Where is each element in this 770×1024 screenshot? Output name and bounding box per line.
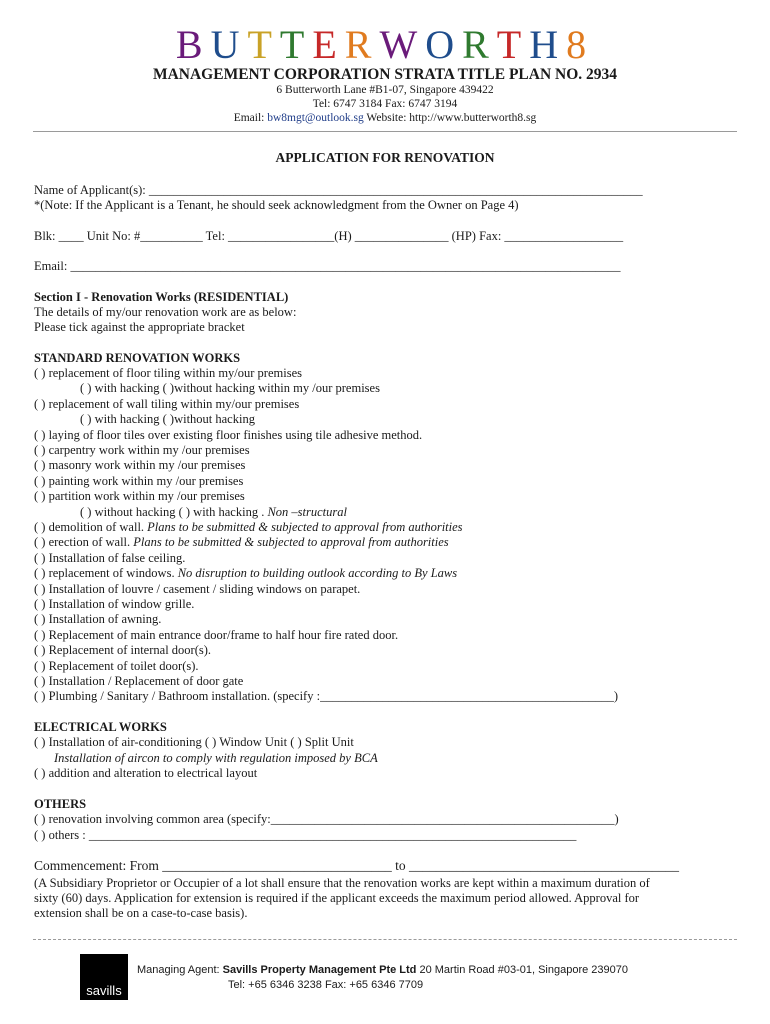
- option-label: ( ) Installation of louvre / casement / sliding windows on parapet.: [34, 581, 361, 596]
- option-label: ( ) demolition of wall.: [34, 520, 148, 534]
- standard-works-title: STANDARD RENOVATION WORKS: [34, 351, 241, 365]
- logo-letter: B: [175, 22, 211, 67]
- renovation-option[interactable]: [80, 381, 380, 396]
- aircon-note: Installation of aircon to comply with regulation imposed by BCA: [54, 751, 378, 765]
- renovation-option[interactable]: [34, 643, 211, 658]
- duration-note-3: extension shall be on a case-to-case basis).: [34, 906, 248, 920]
- website-text: Website: http://www.butterworth8.sg: [363, 112, 537, 124]
- option-label: ( ) Plumbing / Sanitary / Bathroom installation. (specify :_______________________________________________): [34, 689, 618, 704]
- logo-letter: R: [462, 22, 497, 67]
- option-condition: Non –structural: [267, 504, 347, 519]
- mcst-title: MANAGEMENT CORPORATION STRATA TITLE PLAN NO. 2934: [152, 66, 618, 83]
- renovation-option[interactable]: [34, 612, 161, 627]
- email-field[interactable]: Email: ________________________________________________________________________________________: [34, 259, 621, 273]
- renovation-option[interactable]: [34, 443, 250, 458]
- logo-letter: T: [279, 22, 313, 67]
- renovation-option[interactable]: [34, 674, 243, 689]
- commencement-field[interactable]: Commencement: From __________________________________ to ________________________________________: [34, 858, 679, 873]
- option-label: ( ) replacement of windows.: [34, 566, 178, 581]
- others-title: OTHERS: [34, 797, 87, 811]
- footer-divider: [33, 939, 737, 940]
- option-label: ( ) Replacement of internal door(s).: [34, 643, 212, 658]
- mcst-address: 6 Butterworth Lane #B1-07, Singapore 439422: [276, 84, 494, 96]
- option-label: ( ) Replacement of toilet door(s).: [34, 658, 199, 673]
- renovation-option[interactable]: [34, 397, 299, 412]
- renovation-option[interactable]: [34, 689, 618, 704]
- logo-letter: U: [210, 22, 248, 67]
- option-label: ( ) without hacking ( ) with hacking .: [80, 504, 268, 519]
- logo-letter: W: [379, 22, 426, 67]
- renovation-option[interactable]: [34, 551, 185, 566]
- option-label: ( ) Installation of awning.: [34, 612, 162, 627]
- contact-fields[interactable]: Blk: ____ Unit No: #__________ Tel: _________________(H) _______________ (HP) Fax: ___________________: [34, 229, 624, 243]
- electrical-layout-option[interactable]: ( ) addition and alteration to electrical layout: [34, 766, 258, 780]
- logo-letter: 8: [566, 22, 595, 67]
- renovation-option[interactable]: [34, 474, 243, 489]
- option-label: ( ) carpentry work within my /our premises: [34, 443, 250, 457]
- renovation-option[interactable]: [34, 458, 245, 473]
- section1-instruction: Please tick against the appropriate bracket: [34, 320, 245, 334]
- option-condition: No disruption to building outlook according to By Laws: [177, 566, 458, 581]
- renovation-option[interactable]: [34, 597, 194, 612]
- logo-letter: H: [529, 22, 567, 67]
- butterworth-logo: [0, 22, 770, 68]
- renovation-option[interactable]: [34, 520, 463, 535]
- logo-letter: T: [247, 22, 280, 67]
- option-label: ( ) erection of wall.: [34, 535, 134, 550]
- option-label: ( ) replacement of floor tiling within my/our premises: [34, 366, 302, 380]
- section1-desc: The details of my/our renovation work are as below:: [34, 305, 297, 319]
- duration-note-1: (A Subsidiary Proprietor or Occupier of a lot shall ensure that the renovation works are kept within a maximum duration of: [34, 876, 650, 890]
- applicant-name-field[interactable]: Name of Applicant(s): _______________________________________________________________________________: [34, 183, 643, 197]
- managing-agent-line: [137, 964, 628, 976]
- renovation-option[interactable]: [80, 412, 255, 427]
- renovation-option[interactable]: [34, 628, 398, 643]
- mcst-email-website: [0, 112, 770, 124]
- option-label: ( ) Installation of false ceiling.: [34, 550, 186, 565]
- renovation-option[interactable]: [34, 582, 360, 597]
- header-divider: [33, 131, 737, 132]
- option-label: ( ) Installation / Replacement of door gate: [34, 674, 244, 688]
- option-label: ( ) laying of floor tiles over existing floor finishes using tile adhesive method.: [34, 427, 423, 442]
- renovation-option[interactable]: [34, 428, 422, 443]
- section1-title: Section I - Renovation Works (RESIDENTIAL): [34, 290, 289, 304]
- tenant-note: *(Note: If the Applicant is a Tenant, he should seek acknowledgment from the Owner on Page 4): [34, 198, 519, 212]
- option-label: ( ) masonry work within my /our premises: [34, 458, 246, 473]
- option-label: ( ) with hacking ( )without hacking within my /our premises: [80, 381, 380, 396]
- option-label: ( ) Installation of window grille.: [34, 597, 195, 611]
- email-link[interactable]: bw8mgt@outlook.sg: [267, 112, 364, 124]
- renovation-option[interactable]: [34, 566, 457, 581]
- option-label: ( ) replacement of wall tiling within my/our premises: [34, 396, 300, 411]
- option-condition: Plans to be submitted & subjected to approval from authorities: [133, 535, 449, 550]
- aircon-option[interactable]: ( ) Installation of air-conditioning ( ) Window Unit ( ) Split Unit: [34, 735, 354, 749]
- mcst-tel-fax: Tel: 6747 3184 Fax: 6747 3194: [312, 98, 458, 110]
- email-label: Email:: [233, 112, 268, 124]
- electrical-works-title: ELECTRICAL WORKS: [34, 720, 167, 734]
- option-label: ( ) partition work within my /our premises: [34, 489, 245, 504]
- logo-letter: R: [344, 22, 380, 67]
- common-area-option[interactable]: ( ) renovation involving common area (specify:_______________________________________________________): [34, 812, 619, 826]
- logo-letter: O: [425, 22, 463, 67]
- option-label: ( ) with hacking ( )without hacking: [80, 412, 255, 427]
- option-condition: Plans to be submitted & subjected to approval from authorities: [147, 520, 463, 534]
- others-option[interactable]: ( ) others : ______________________________________________________________________________: [34, 828, 577, 842]
- duration-note-2: sixty (60) days. Application for extension is required if the applicant exceeds the maximum period allowed. Approval for: [34, 891, 640, 905]
- agent-name: Savills Property Management Pte Ltd: [222, 964, 417, 976]
- renovation-option[interactable]: [34, 366, 302, 381]
- option-label: ( ) painting work within my /our premises: [34, 473, 244, 488]
- option-label: ( ) Replacement of main entrance door/frame to half hour fire rated door.: [34, 627, 399, 642]
- logo-letter: E: [312, 22, 345, 67]
- logo-letter: T: [496, 22, 530, 67]
- renovation-option[interactable]: [34, 535, 449, 550]
- agent-address: 20 Martin Road #03-01, Singapore 239070: [416, 964, 629, 976]
- renovation-option[interactable]: [80, 505, 347, 520]
- savills-logo: savills: [80, 954, 128, 1000]
- renovation-option[interactable]: [34, 659, 199, 674]
- renovation-option[interactable]: [34, 489, 245, 504]
- agent-label: Managing Agent:: [137, 964, 223, 976]
- agent-contact: Tel: +65 6346 3238 Fax: +65 6346 7709: [228, 979, 424, 991]
- page-title: APPLICATION FOR RENOVATION: [275, 150, 495, 165]
